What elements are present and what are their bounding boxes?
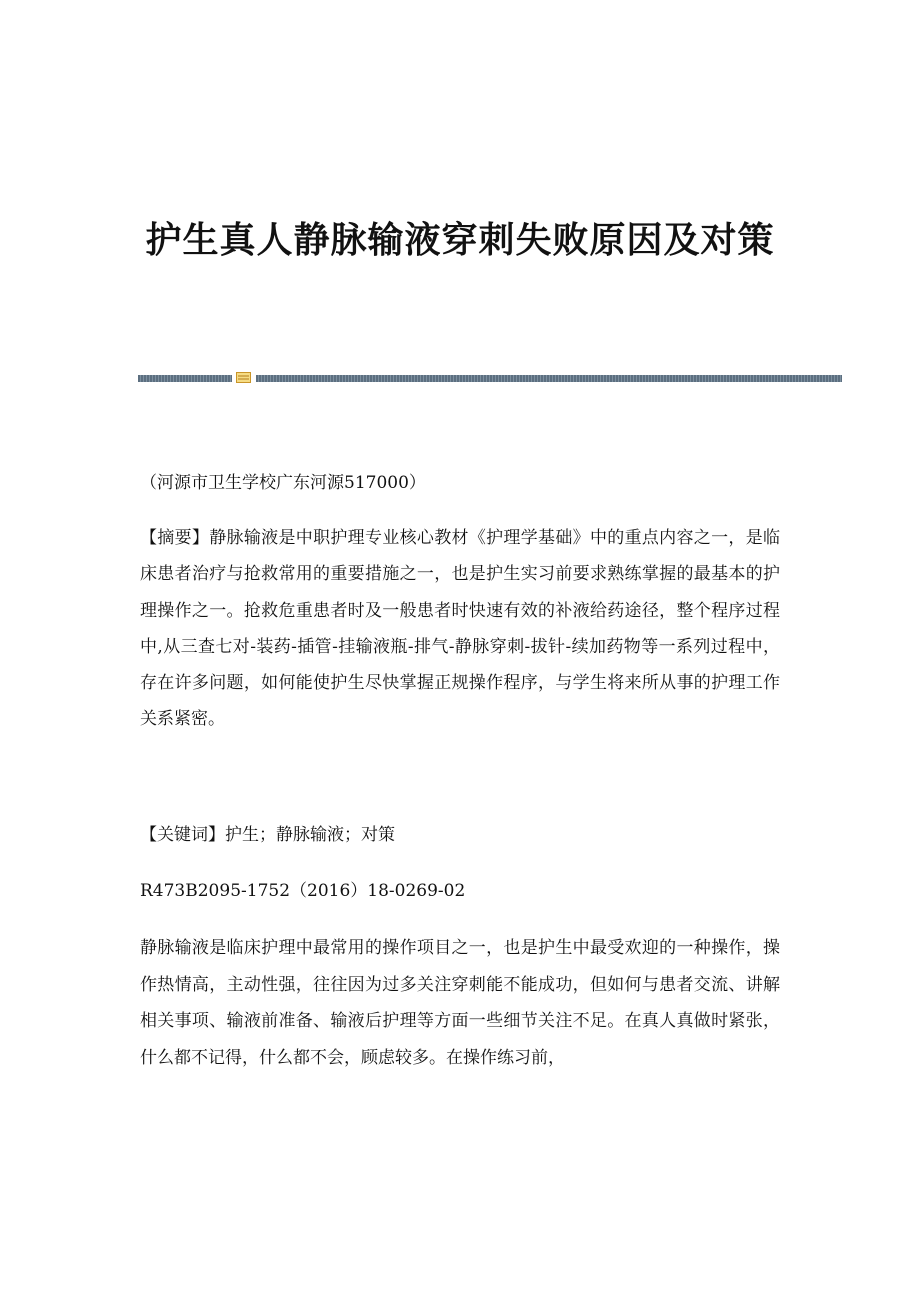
abstract (140, 520, 780, 738)
page-title: 护生真人静脉输液穿刺失败原因及对策 (145, 219, 775, 261)
divider-bar-right (256, 375, 842, 382)
abstract-label: 【摘要】 (140, 528, 210, 548)
keywords (140, 818, 780, 853)
keywords-text: 护生；静脉输液；对策 (225, 825, 395, 845)
pencil-ornament-icon (236, 372, 251, 383)
divider-bar-left (138, 375, 232, 382)
classification-number: R473B2095-1752（2016）18-0269-02 (140, 881, 466, 901)
body-paragraph: 静脉输液是临床护理中最常用的操作项目之一，也是护生中最受欢迎的一种操作，操作热情高，主动性强，往往因为过多关注穿刺能不能成功，但如何与患者交流、讲解相关事项、输液前准备、输液后护理等方面一些细节关注不足。在真人真做时紧张，什么都不记得，什么都不会，顾虑较多。在操作练习前， (140, 938, 780, 1069)
abstract-text: 静脉输液是中职护理专业核心教材《护理学基础》中的重点内容之一，是临床患者治疗与抢救常用的重要措施之一，也是护生实习前要求熟练掌握的最基本的护理操作之一。抢救危重患者时及一般患者时快速有效的补液给药途径，整个程序过程中,从三查七对-装药-插管-挂输液瓶-排气-静脉穿刺-拔针-续加药物等一系列过程中，存在许多问题，如何能使护生尽快掌握正规操作程序，与学生将来所从事的护理工作关系紧密。 (140, 528, 781, 730)
keywords-label: 【关键词】 (140, 825, 225, 845)
author-affiliation: （河源市卫生学校广东河源517000） (140, 473, 426, 493)
title-divider (138, 372, 842, 384)
